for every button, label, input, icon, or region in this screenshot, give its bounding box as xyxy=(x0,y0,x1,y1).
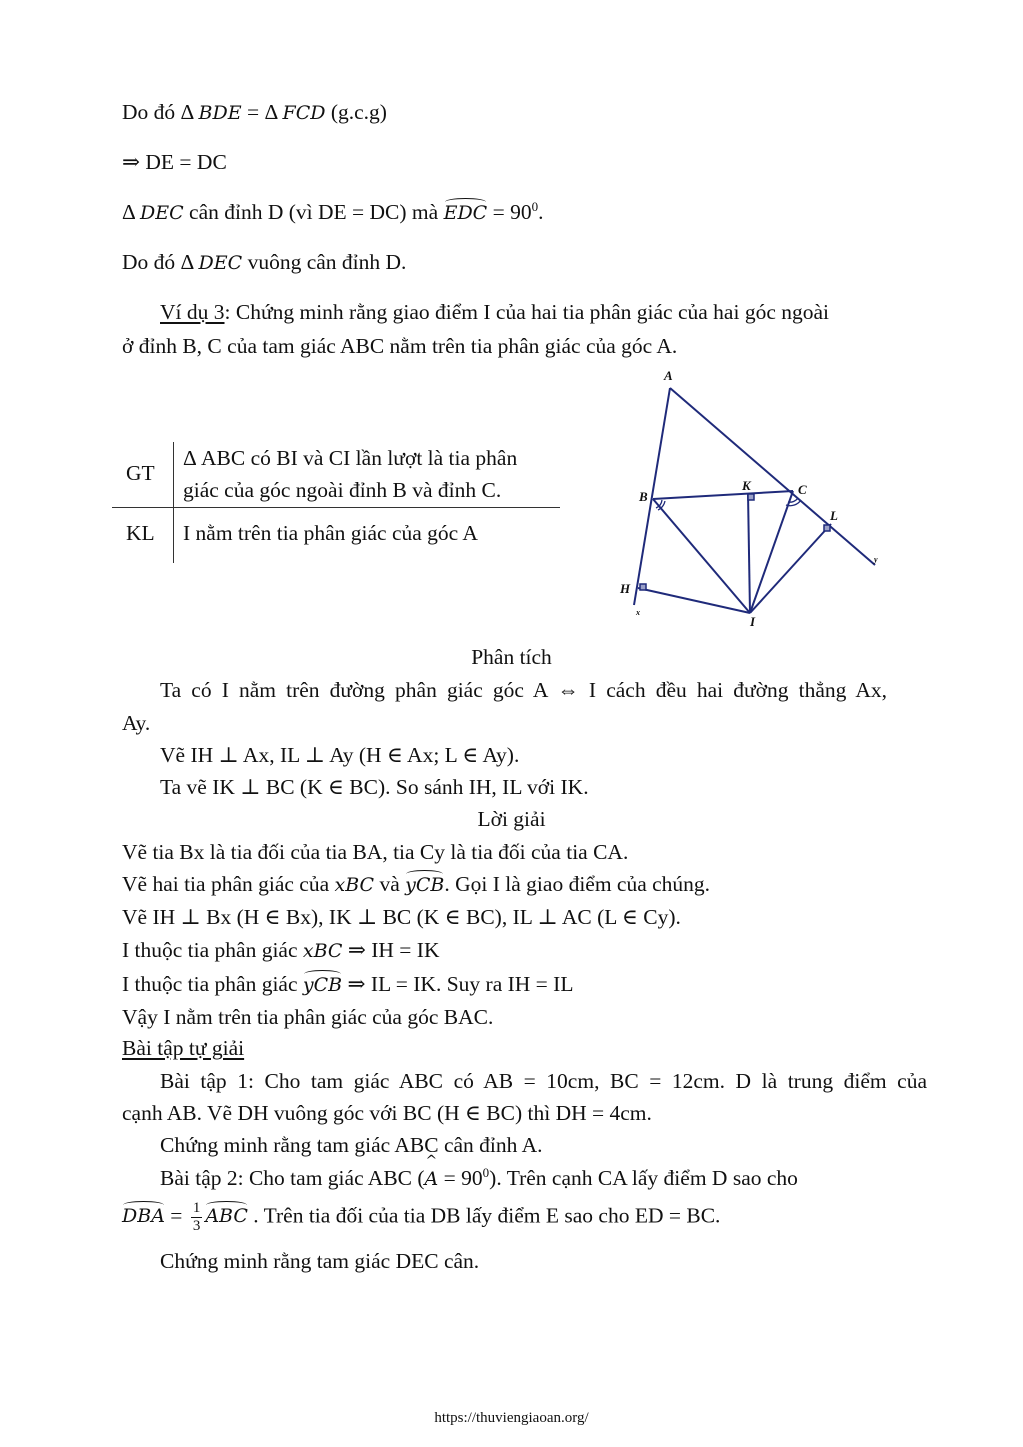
solution-line-3: Vẽ IH ⊥ Bx (H ∈ Bx), IK ⊥ BC (K ∈ BC), IL ⊥ AC (L ∈ Cy). xyxy=(122,905,681,929)
label-i: I xyxy=(750,614,756,629)
kl-label: KL xyxy=(126,521,155,545)
text xyxy=(160,1166,798,1191)
ray-ay xyxy=(670,388,875,565)
text: ⇒ IH = IK xyxy=(342,938,440,962)
degree: 0 xyxy=(482,1164,490,1180)
angle-ycb: yCB xyxy=(405,874,445,896)
text: (g.c.g) xyxy=(325,100,387,124)
analysis-line-1: Ta có I nằm trên đường phân giác góc A ⇔ I cách đều hai đường thẳng Ax, xyxy=(160,678,887,702)
right-angle-h xyxy=(640,584,646,590)
text: I thuộc tia phân giác xyxy=(122,972,303,996)
math-dec: DEC xyxy=(198,252,243,274)
label-l: L xyxy=(830,508,838,523)
text: = Δ xyxy=(241,100,283,124)
analysis-line-2: Ay. xyxy=(122,711,151,735)
text: vuông cân đỉnh D. xyxy=(242,250,407,274)
divider xyxy=(173,442,174,507)
exercise-2-line-2 xyxy=(122,1200,720,1235)
label-c: C xyxy=(798,482,807,497)
exercise-1-line-3: Chứng minh rằng tam giác ABC cân đỉnh A. xyxy=(160,1133,543,1157)
analysis-line-4: Ta vẽ IK ⊥ BC (K ∈ BC). So sánh IH, IL với IK. xyxy=(160,775,589,799)
text: : Chứng minh rằng giao điểm I của hai tia phân giác của hai góc ngoài xyxy=(224,300,830,324)
text: . xyxy=(538,200,544,224)
text: = xyxy=(164,1203,188,1228)
segment-bi xyxy=(653,499,750,613)
text: I thuộc tia phân giác xyxy=(122,938,303,962)
text: Do đó Δ xyxy=(122,250,199,274)
text: = 90 xyxy=(487,200,532,224)
exercise-1-line-2: cạnh AB. Vẽ DH vuông góc với BC (H ∈ BC) thì DH = 4cm. xyxy=(122,1101,652,1125)
text: ⇒ IL = IK. Suy ra IH = IL xyxy=(342,972,574,996)
solution-line-4 xyxy=(122,938,440,963)
label-b: B xyxy=(639,489,648,504)
degree: 0 xyxy=(531,198,539,214)
example-label: Ví dụ 3 xyxy=(160,300,225,324)
text: Δ xyxy=(122,200,141,224)
exercise-1-line-1: Bài tập 1: Cho tam giác ABC có AB = 10cm, BC = 12cm. D là trung điểm của xyxy=(160,1069,927,1093)
text: . Trên tia đối của tia DB lấy điểm E sao cho ED = BC. xyxy=(247,1203,721,1228)
right-angle-k xyxy=(748,494,754,500)
angle-abc: ABC xyxy=(205,1205,248,1228)
math-bde: BDE xyxy=(198,102,242,124)
label-k: K xyxy=(742,478,751,493)
line-de-eq-dc: ⇒ DE = DC xyxy=(122,150,227,174)
label-y: y xyxy=(874,555,878,564)
divider xyxy=(112,507,560,508)
label-x: x xyxy=(636,608,640,617)
footer-url: https://thuviengiaoan.org/ xyxy=(434,1410,589,1426)
gt-line-1: Δ ABC có BI và CI lần lượt là tia phân xyxy=(183,446,518,470)
fraction-one-third xyxy=(191,1200,203,1235)
angle-ycb: yCB xyxy=(302,974,343,996)
label-h: H xyxy=(620,581,631,596)
text: . Gọi I là giao điểm của chúng. xyxy=(444,872,711,896)
analysis-line-3: Vẽ IH ⊥ Ax, IL ⊥ Ay (H ∈ Ax; L ∈ Ay). xyxy=(160,743,520,767)
geometry-figure xyxy=(600,360,900,640)
solution-line-6: Vậy I nằm trên tia phân giác của góc BAC. xyxy=(122,1005,494,1029)
solution-line-2 xyxy=(122,872,710,897)
angle-edc: EDC xyxy=(443,202,488,224)
math-fcd: FCD xyxy=(282,102,326,124)
line-isosceles xyxy=(122,200,543,225)
line-congruence xyxy=(122,100,387,125)
text: ). Trên cạnh CA lấy điểm D sao cho xyxy=(489,1166,798,1190)
math-dec: DEC xyxy=(140,202,184,224)
kl-text: I nằm trên tia phân giác của góc A xyxy=(183,521,478,545)
divider xyxy=(173,508,174,563)
solution-heading: Lời giải xyxy=(477,807,546,831)
solution-line-5 xyxy=(122,972,573,997)
analysis-heading: Phân tích xyxy=(471,645,552,669)
segment-il xyxy=(750,524,831,613)
exercise-2-line-1 xyxy=(160,1166,927,1191)
denominator: 3 xyxy=(192,1218,201,1234)
angle-a: ^ A xyxy=(425,1168,439,1190)
text: và xyxy=(374,872,406,896)
gt-label: GT xyxy=(126,461,155,485)
example-line-2: ở đỉnh B, C của tam giác ABC nằm trên tia phân giác của góc A. xyxy=(122,334,678,358)
exercises-heading: Bài tập tự giải xyxy=(122,1036,245,1060)
segment-bc xyxy=(653,491,793,499)
label-a: A xyxy=(664,368,673,383)
exercise-2-line-3: Chứng minh rằng tam giác DEC cân. xyxy=(160,1249,480,1273)
segment-ci xyxy=(750,491,793,613)
text: Vẽ hai tia phân giác của xyxy=(122,872,335,896)
line-right-isosceles xyxy=(122,250,406,275)
segment-ik xyxy=(748,493,750,613)
numerator: 1 xyxy=(192,1200,201,1216)
right-angle-l xyxy=(824,525,830,531)
angle-dba: DBA xyxy=(122,1205,165,1228)
angle-xbc: xBC xyxy=(302,940,343,962)
solution-line-1: Vẽ tia Bx là tia đối của tia BA, tia Cy là tia đối của tia CA. xyxy=(122,840,629,864)
example-line-1 xyxy=(160,300,829,325)
text: cân đỉnh D (vì DE = DC) mà xyxy=(183,200,444,224)
text: = 90 xyxy=(438,1166,483,1190)
angle-xbc: xBC xyxy=(334,874,375,896)
text: Do đó Δ xyxy=(122,100,199,124)
gt-line-2: giác của góc ngoài đỉnh B và đỉnh C. xyxy=(183,478,502,502)
text: Bài tập 2: Cho tam giác ABC ( xyxy=(160,1166,425,1190)
